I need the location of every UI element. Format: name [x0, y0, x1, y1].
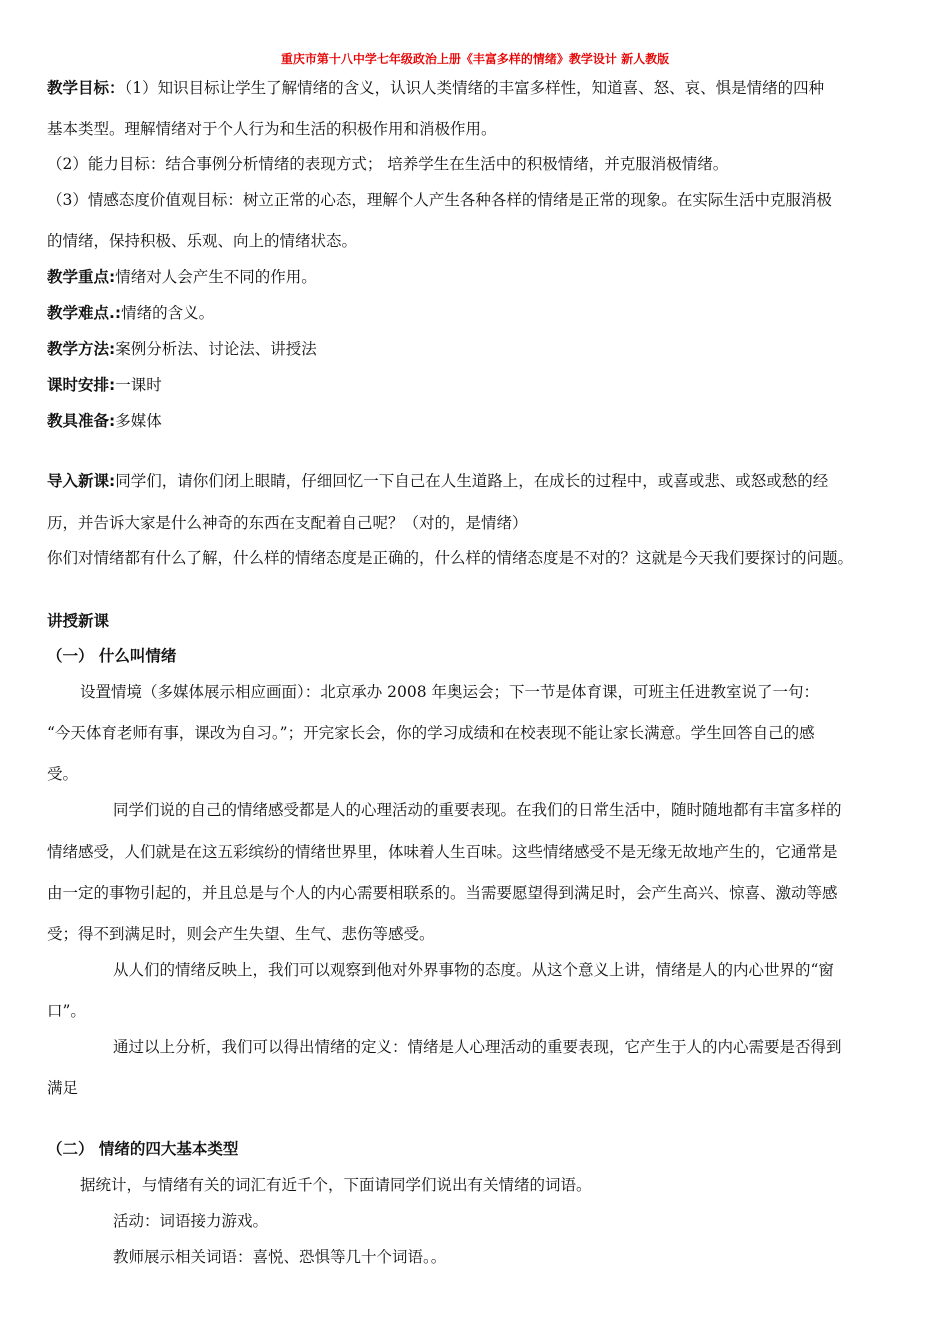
- section-1-p1-line-1: 设置情境（多媒体展示相应画面）：北京承办 2008 年奥运会；下一节是体育课，可班主任进教室说了一句：: [80, 683, 820, 701]
- intro-line-1: [47, 471, 828, 491]
- section-1-p4-line-2: 满足: [47, 1079, 79, 1097]
- objectives-line-5: 的情绪，保持积极、乐观、向上的情绪状态。: [47, 232, 358, 250]
- tools-line: [47, 411, 162, 431]
- schedule-text: 一课时: [115, 376, 162, 394]
- section-1-p2-line-3: 由一定的事物引起的，并且总是与个人的内心需要相联系的。当需要愿望得到满足时，会产生高兴、惊喜、激动等感: [47, 884, 838, 902]
- section-2-heading: （二） 情绪的四大基本类型: [47, 1140, 239, 1158]
- method-text: 案例分析法、讨论法、讲授法: [115, 340, 317, 358]
- difficulty-label: 教学难点.:: [47, 304, 122, 322]
- objectives-line-3: （2）能力目标：结合事例分析情绪的表现方式； 培养学生在生活中的积极情绪，并克服消极情绪。: [47, 155, 729, 173]
- difficulty-line: [47, 303, 214, 323]
- section-1-p3-line-1: 从人们的情绪反映上，我们可以观察到他对外界事物的态度。从这个意义上讲，情绪是人的内心世界的“窗: [113, 961, 834, 979]
- section-1-p3-line-2: 口”。: [47, 1002, 86, 1020]
- section-2-p3: 教师展示相关词语：喜悦、恐惧等几十个词语。。: [113, 1248, 447, 1266]
- schedule-line: [47, 375, 162, 395]
- section-1-p2-line-2: 情绪感受，人们就是在这五彩缤纷的情绪世界里，体味着人生百味。这些情绪感受不是无缘无故地产生的，它通常是: [47, 843, 838, 861]
- section-1-p1-line-3: 受。: [47, 765, 79, 783]
- intro-text-1: 同学们，请你们闭上眼睛，仔细回忆一下自己在人生道路上，在成长的过程中，或喜或悲、或怒或愁的经: [115, 472, 829, 490]
- intro-line-3: 你们对情绪都有什么了解，什么样的情绪态度是正确的，什么样的情绪态度是不对的？这就是今天我们要探讨的问题。: [47, 549, 854, 567]
- difficulty-text: 情绪的含义。: [121, 304, 215, 322]
- method-line: [47, 339, 317, 359]
- intro-line-2: 历，并告诉大家是什么神奇的东西在支配着自己呢？（对的，是情绪）: [47, 514, 528, 532]
- section-1-p2-line-1: 同学们说的自己的情绪感受都是人的心理活动的重要表现。在我们的日常生活中，随时随地都有丰富多样的: [113, 801, 842, 819]
- key-point-label: 教学重点:: [47, 268, 116, 286]
- intro-label: 导入新课:: [47, 472, 116, 490]
- objectives-line-2: 基本类型。理解情绪对于个人行为和生活的积极作用和消极作用。: [47, 120, 497, 138]
- objectives-line-1: [47, 78, 905, 98]
- tools-text: 多媒体: [115, 412, 162, 430]
- section-1-heading: （一） 什么叫情绪: [47, 647, 177, 665]
- section-2-p1: 据统计，与情绪有关的词汇有近千个，下面请同学们说出有关情绪的词语。: [80, 1176, 592, 1194]
- objectives-line-4: （3）情感态度价值观目标：树立正常的心态，理解个人产生各种各样的情绪是正常的现象。在实际生活中克服消极: [47, 191, 832, 209]
- key-point-line: [47, 267, 317, 287]
- section-1-p1-line-2: “今天体育老师有事，课改为自习。”；开完家长会，你的学习成绩和在校表现不能让家长满意。学生回答自己的感: [47, 724, 815, 742]
- method-label: 教学方法:: [47, 340, 116, 358]
- section-2-p2: 活动：词语接力游戏。: [113, 1212, 269, 1230]
- objectives-label: 教学目标：: [47, 79, 125, 97]
- tools-label: 教具准备:: [47, 412, 116, 430]
- section-1-p2-line-4: 受；得不到满足时，则会产生失望、生气、悲伤等感受。: [47, 925, 435, 943]
- document-title: 重庆市第十八中学七年级政治上册《丰富多样的情绪》教学设计 新人教版: [280, 52, 670, 66]
- key-point-text: 情绪对人会产生不同的作用。: [115, 268, 317, 286]
- section-1-p4-line-1: 通过以上分析，我们可以得出情绪的定义：情绪是人心理活动的重要表现，它产生于人的内心需要是否得到: [113, 1038, 842, 1056]
- objectives-text-1: （1）知识目标让学生了解情绪的含义，认识人类情绪的丰富多样性，知道喜、怒、哀、惧是情绪的四种: [124, 79, 825, 97]
- schedule-label: 课时安排:: [47, 376, 116, 394]
- lesson-heading: 讲授新课: [47, 612, 110, 630]
